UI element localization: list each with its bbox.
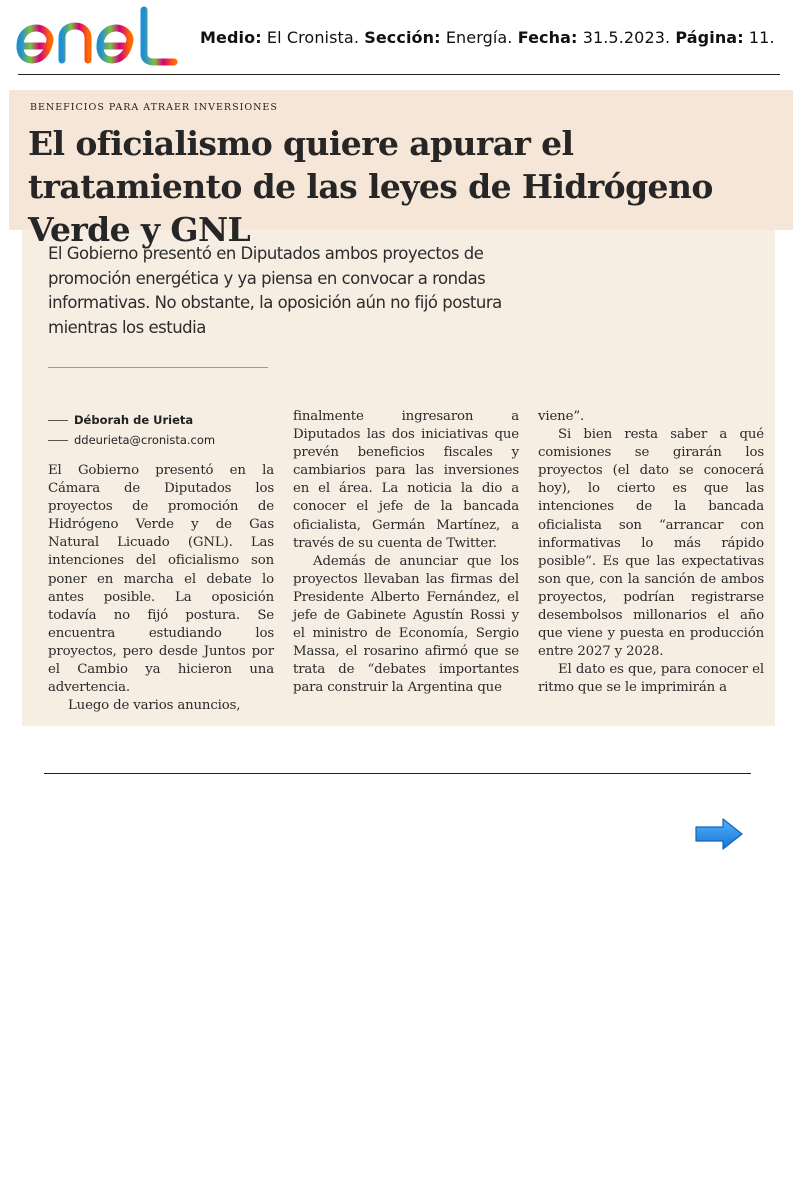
enel-logo <box>14 4 182 68</box>
footer-divider <box>44 773 751 774</box>
medio-value: El Cronista. <box>266 28 360 47</box>
article-headline: El oficialismo quiere apurar el tratamiento de las leyes de Hidrógeno Verde y GNL <box>28 124 713 249</box>
paragraph: Si bien resta saber a qué comisiones se girarán los proyectos (el dato se conocerá hoy), lo cierto es que las intenciones de la bancada oficialista son “arrancar con informativas lo más rápido posible”. Es que las expectativas son que, con la sanción de ambos proyectos, podrían registrarse desembolsos millonarios el año que viene y puesta en producción entre 2027 y 2028. <box>538 427 764 660</box>
article-column-3 <box>538 408 764 698</box>
deck-divider <box>48 367 268 368</box>
article-column-1 <box>48 462 274 715</box>
paragraph: El Gobierno presentó en la Cámara de Diputados los proyectos de promoción de Hidrógeno Verde y de Gas Natural Licuado (GNL). Las intenciones del oficialismo son poner en marcha el debate lo antes posible. La oposición todavía no fijó postura. Se encuentra estudiando los proyectos, pero desde Juntos por el Cambio ya hicieron una advertencia. <box>48 463 274 696</box>
seccion-value: Energía. <box>445 28 513 47</box>
fecha-value: 31.5.2023. <box>582 28 671 47</box>
seccion-label: Sección: <box>364 28 441 47</box>
paragraph: Luego de varios anuncios, <box>68 698 241 714</box>
header-divider <box>18 74 780 75</box>
newspaper-clipping <box>22 90 775 726</box>
arrow-right-icon[interactable] <box>693 816 745 852</box>
paragraph: finalmente ingresaron a Diputados las dos iniciativas que prevén beneficios fiscales y cambiarios para las inversiones en el área. La noticia la dio a conocer el jefe de la bancada oficialista, Germán Martínez, a través de su cuenta de Twitter. <box>293 409 519 551</box>
article-deck: El Gobierno presentó en Diputados ambos proyectos de promoción energética y ya piensa en convocar a rondas informativas. No obstante, la oposición aún no fijó postura mientras los estudia <box>48 244 502 337</box>
paragraph: Además de anunciar que los proyectos llevaban las firmas del Presidente Alberto Fernández, el jefe de Gabinete Agustín Rossi y el ministro de Economía, Sergio Massa, el rosarino afirmó que se trata de “debates importantes para construir la Argentina que <box>293 553 519 696</box>
author-name: Déborah de Urieta <box>74 413 194 427</box>
medio-label: Medio: <box>200 28 262 47</box>
byline <box>48 410 215 450</box>
fecha-label: Fecha: <box>517 28 578 47</box>
headline-band <box>9 90 793 249</box>
pagina-label: Página: <box>675 28 744 47</box>
article-kicker: BENEFICIOS PARA ATRAER INVERSIONES <box>30 102 278 113</box>
paragraph: viene”. <box>538 409 585 424</box>
paragraph: El dato es que, para conocer el ritmo que se le imprimirán a <box>538 662 764 696</box>
clipping-metadata <box>200 28 775 47</box>
article-column-2 <box>293 408 519 698</box>
author-email: ddeurieta@cronista.com <box>74 433 216 447</box>
pagina-value: 11. <box>748 28 775 47</box>
